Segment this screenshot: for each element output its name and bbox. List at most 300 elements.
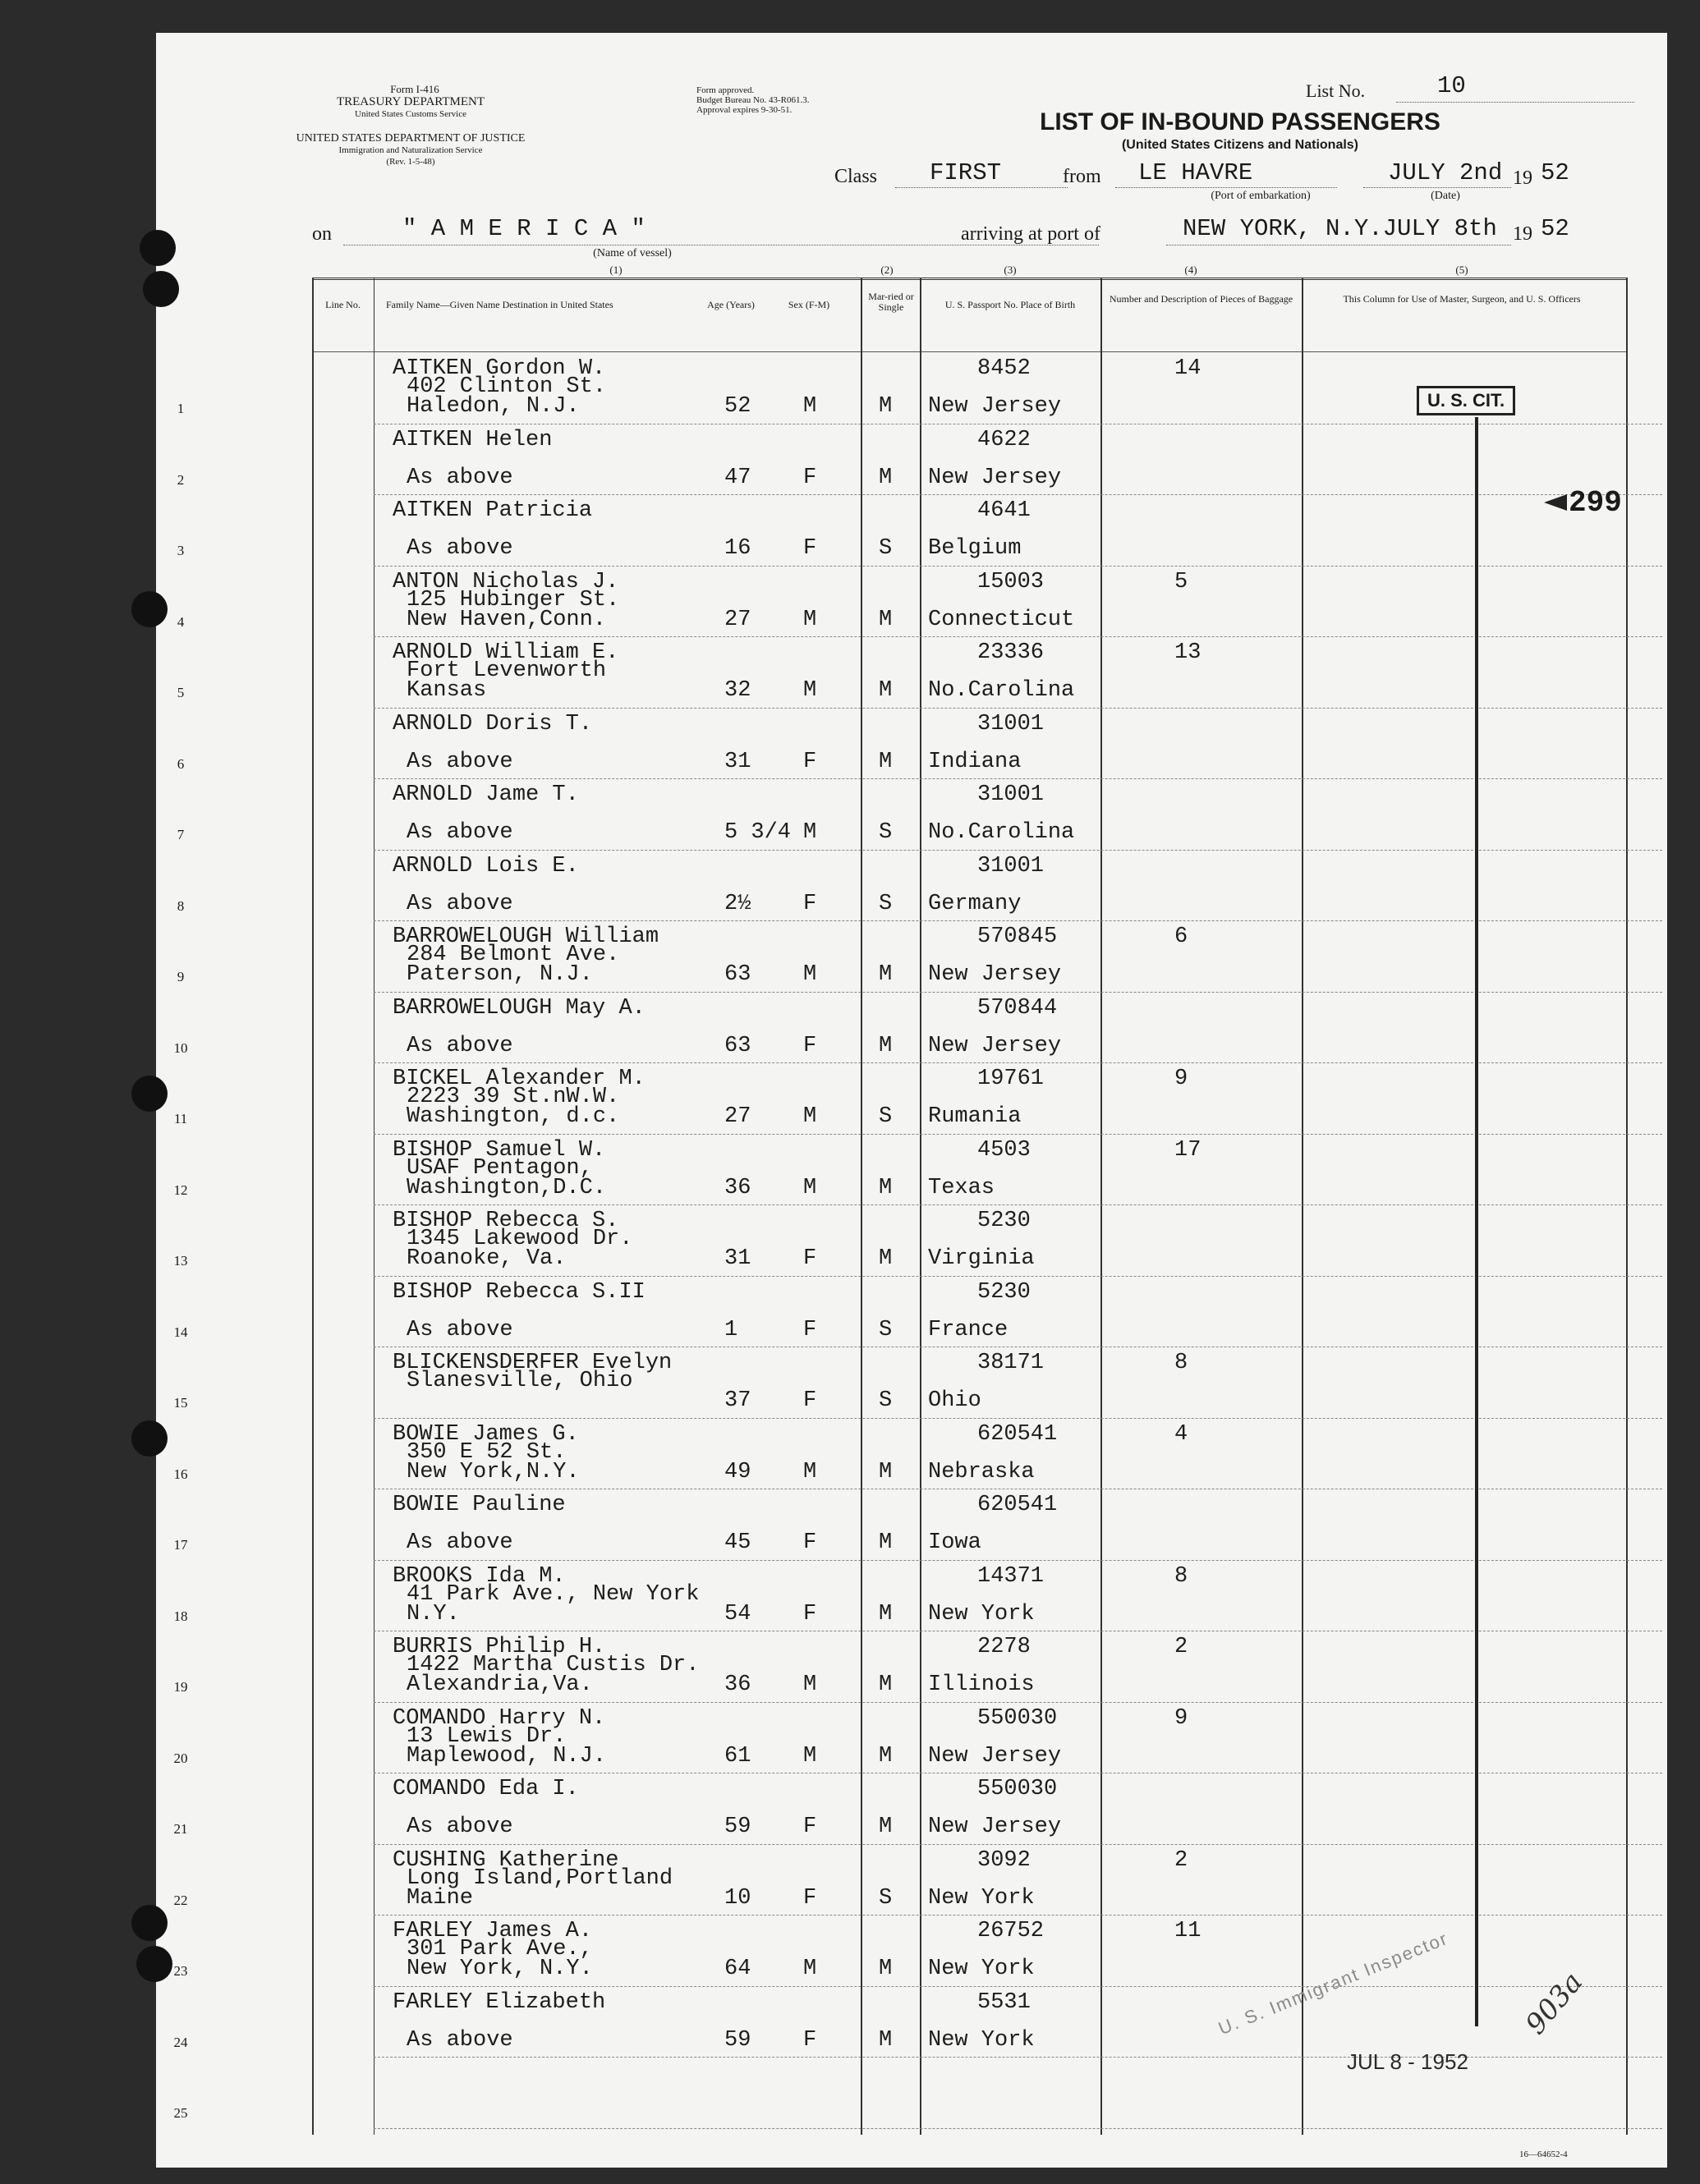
passenger-name: BARROWELOUGH May A. xyxy=(393,995,646,1021)
footer-code: 16—64652-4 xyxy=(1519,2150,1568,2159)
passenger-name: BOWIE Pauline xyxy=(393,1493,566,1517)
age-value: 27 xyxy=(724,1104,751,1129)
passport-number: 15003 xyxy=(977,569,1045,594)
age-value: 10 xyxy=(724,1885,751,1911)
marital-status: M xyxy=(879,962,893,987)
marital-status: S xyxy=(879,820,893,845)
departure-year: 52 xyxy=(1541,159,1569,186)
line-number: 12 xyxy=(173,1181,188,1198)
address-line-2: Haledon, N.J. xyxy=(407,394,580,419)
line-number: 4 xyxy=(177,613,185,630)
baggage-count: 8 xyxy=(1174,1351,1188,1375)
passport-number: 4641 xyxy=(977,498,1031,523)
line-number: 20 xyxy=(173,1750,188,1766)
col-head-married: Mar-ried or Single xyxy=(868,291,914,313)
line-number: 8 xyxy=(177,897,185,914)
passport-number: 19761 xyxy=(977,1067,1045,1091)
sex-value: M xyxy=(803,1743,817,1769)
col-head-age: Age (Years) xyxy=(707,299,755,310)
col-head-baggage: Number and Description of Pieces of Baggage xyxy=(1109,293,1293,305)
col-head-line: Line No. xyxy=(325,299,361,310)
line-number: 5 xyxy=(177,685,185,700)
table-row xyxy=(156,1347,1667,1419)
marital-status: S xyxy=(879,536,893,561)
baggage-count: 2 xyxy=(1174,1635,1188,1659)
class-line xyxy=(895,187,1068,188)
place-of-birth: New Jersey xyxy=(928,1743,1062,1769)
passport-number: 38171 xyxy=(977,1351,1045,1375)
age-value: 64 xyxy=(724,1957,751,1981)
passenger-name: BISHOP Samuel W. xyxy=(393,1137,606,1163)
age-value: 5 3/4 xyxy=(724,820,792,845)
table-row xyxy=(156,1205,1667,1277)
address-line-2: New Haven,Conn. xyxy=(407,607,607,632)
table-top-border xyxy=(312,278,1626,280)
line-number: 19 xyxy=(173,1679,188,1695)
address-line-1: 350 E 52 St. xyxy=(407,1439,567,1465)
age-value: 61 xyxy=(724,1743,751,1769)
passport-number: 5230 xyxy=(977,1209,1031,1233)
passenger-name: AITKEN Gordon W. xyxy=(393,356,606,381)
passport-number: 570845 xyxy=(977,925,1058,949)
passenger-count: 299 xyxy=(1569,486,1622,520)
line-number: 23 xyxy=(173,1963,188,1979)
table-row xyxy=(156,1419,1667,1490)
justice-dept: UNITED STATES DEPARTMENT OF JUSTICE xyxy=(296,132,526,145)
baggage-count: 8 xyxy=(1174,1563,1188,1589)
ins-service: Immigration and Naturalization Service xyxy=(338,145,483,155)
baggage-count: 4 xyxy=(1174,1421,1188,1447)
form-number: Form I-416 xyxy=(390,83,439,95)
officer-bracket-line xyxy=(1475,417,1478,2026)
address-line-1: 125 Hubinger St. xyxy=(407,587,620,613)
sex-value: M xyxy=(803,678,817,703)
inspector-stamp: U. S. Immigrant Inspector xyxy=(1215,1927,1451,2039)
place-of-birth: Indiana xyxy=(928,749,1022,774)
vessel-name: " A M E R I C A " xyxy=(402,215,646,242)
passport-number: 4503 xyxy=(977,1137,1031,1163)
sex-value: F xyxy=(803,1530,817,1555)
marital-status: S xyxy=(879,1885,893,1911)
col-head-officers: This Column for Use of Master, Surgeon, and U. S. Officers xyxy=(1343,293,1581,305)
marital-status: M xyxy=(879,607,893,632)
address-line-1: 1345 Lakewood Dr. xyxy=(407,1227,633,1251)
marital-status: M xyxy=(879,1601,893,1627)
baggage-count: 9 xyxy=(1174,1705,1188,1731)
passenger-name: BICKEL Alexander M. xyxy=(393,1067,646,1091)
passport-number: 23336 xyxy=(977,640,1045,665)
address-line-2: New York,N.Y. xyxy=(407,1459,580,1484)
marital-status: M xyxy=(879,1530,893,1555)
passenger-name: BROOKS Ida M. xyxy=(393,1563,566,1589)
table-row xyxy=(156,1631,1667,1703)
place-of-birth: Germany xyxy=(928,891,1022,916)
sex-value: M xyxy=(803,1175,817,1200)
on-label: on xyxy=(312,223,332,245)
passport-number: 8452 xyxy=(977,356,1031,381)
address-line-1: USAF Pentagon, xyxy=(407,1155,593,1181)
sex-value: F xyxy=(803,1246,817,1271)
passport-number: 550030 xyxy=(977,1705,1058,1731)
table-row xyxy=(156,637,1667,709)
place-of-birth: Iowa xyxy=(928,1530,981,1555)
marital-status: M xyxy=(879,1033,893,1058)
approval-line: Approval expires 9-30-51. xyxy=(696,105,793,115)
approval-line: Budget Bureau No. 43-R061.3. xyxy=(696,95,810,105)
address-line-2: Alexandria,Va. xyxy=(407,1672,593,1697)
address-line-2: As above xyxy=(407,1033,513,1058)
line-number: 22 xyxy=(173,1892,188,1908)
age-value: 31 xyxy=(724,1246,751,1271)
age-value: 54 xyxy=(724,1601,751,1627)
line-number: 24 xyxy=(173,2034,188,2050)
table-row xyxy=(156,921,1667,993)
sex-value: F xyxy=(803,1317,817,1342)
age-value: 49 xyxy=(724,1459,751,1484)
treasury-dept: TREASURY DEPARTMENT xyxy=(336,95,485,108)
passport-number: 31001 xyxy=(977,853,1045,879)
address-line-2: As above xyxy=(407,2027,513,2053)
marital-status: M xyxy=(879,1957,893,1981)
place-of-birth: Ohio xyxy=(928,1388,981,1413)
place-of-birth: Virginia xyxy=(928,1246,1035,1271)
age-value: 31 xyxy=(724,749,751,774)
sex-value: F xyxy=(803,1815,817,1839)
passenger-name: ARNOLD Jame T. xyxy=(393,782,579,807)
passenger-name: ARNOLD Lois E. xyxy=(393,853,579,879)
arrival-year-prefix: 19 xyxy=(1513,223,1532,245)
address-line-2: N.Y. xyxy=(407,1601,460,1627)
port-of-embarkation: LE HAVRE xyxy=(1138,159,1253,186)
class-label: Class xyxy=(834,166,878,187)
address-line-2: Washington,D.C. xyxy=(407,1175,607,1200)
count-arrow-icon xyxy=(1544,494,1567,511)
place-of-birth: New Jersey xyxy=(928,465,1062,490)
marital-status: S xyxy=(879,891,893,916)
table-row xyxy=(156,1703,1667,1774)
passport-number: 5230 xyxy=(977,1279,1031,1305)
passenger-name: BISHOP Rebecca S. xyxy=(393,1209,619,1233)
table-row xyxy=(156,1987,1667,2058)
sex-value: F xyxy=(803,536,817,561)
address-line-2: As above xyxy=(407,1317,513,1342)
age-value: 37 xyxy=(724,1388,751,1413)
address-line-2: As above xyxy=(407,1530,513,1555)
line-number: 15 xyxy=(173,1395,188,1411)
table-row xyxy=(156,709,1667,780)
line-number: 3 xyxy=(177,543,185,558)
embark-line xyxy=(1115,187,1337,188)
age-value: 45 xyxy=(724,1530,751,1555)
baggage-count: 6 xyxy=(1174,925,1188,949)
sex-value: F xyxy=(803,1601,817,1627)
marital-status: M xyxy=(879,1743,893,1769)
table-row xyxy=(156,1277,1667,1348)
approval-line: Form approved. xyxy=(696,85,755,95)
place-of-birth: New Jersey xyxy=(928,1815,1062,1839)
table-row xyxy=(156,1773,1667,1845)
table-row xyxy=(156,779,1667,851)
table-row xyxy=(156,1063,1667,1135)
address-line-1: 301 Park Ave., xyxy=(407,1937,593,1961)
table-row xyxy=(156,1135,1667,1206)
baggage-count: 11 xyxy=(1174,1919,1201,1943)
table-row xyxy=(156,424,1667,496)
passport-number: 14371 xyxy=(977,1563,1045,1589)
place-of-birth: New Jersey xyxy=(928,962,1062,987)
marital-status: M xyxy=(879,1175,893,1200)
line-number: 11 xyxy=(173,1111,188,1126)
marital-status: M xyxy=(879,749,893,774)
col-num: (1) xyxy=(609,264,623,276)
departure-date: JULY 2nd xyxy=(1388,159,1503,186)
marital-status: M xyxy=(879,1815,893,1839)
date-caption: (Date) xyxy=(1431,190,1460,202)
passport-number: 4622 xyxy=(977,427,1031,452)
marital-status: M xyxy=(879,1246,893,1271)
table-row xyxy=(156,851,1667,922)
passenger-name: BISHOP Rebecca S.II xyxy=(393,1279,646,1305)
table-row xyxy=(156,1489,1667,1561)
line-number: 10 xyxy=(173,1039,188,1056)
age-value: 27 xyxy=(724,607,751,632)
sex-value: F xyxy=(803,1885,817,1911)
marital-status: S xyxy=(879,1317,893,1342)
address-line-1: Slanesville, Ohio xyxy=(407,1369,633,1393)
age-value: 52 xyxy=(724,394,751,419)
baggage-count: 5 xyxy=(1174,569,1188,594)
age-value: 32 xyxy=(724,678,751,703)
place-of-birth: Texas xyxy=(928,1175,995,1200)
marital-status: S xyxy=(879,1104,893,1129)
passenger-name: AITKEN Patricia xyxy=(393,498,593,523)
address-line-2: Maplewood, N.J. xyxy=(407,1743,607,1769)
table-row xyxy=(156,993,1667,1064)
col-num: (3) xyxy=(1004,264,1017,276)
line-number: 13 xyxy=(173,1253,188,1269)
list-no-value: 10 xyxy=(1437,72,1466,99)
sex-value: M xyxy=(803,820,817,845)
place-of-birth: Rumania xyxy=(928,1104,1022,1129)
sex-value: M xyxy=(803,607,817,632)
revision: (Rev. 1-5-48) xyxy=(386,157,435,167)
form-title: LIST OF IN-BOUND PASSENGERS xyxy=(1040,108,1440,135)
class-value: FIRST xyxy=(930,159,1002,186)
passenger-name: ARNOLD Doris T. xyxy=(393,711,593,736)
age-value: 1 xyxy=(724,1317,738,1342)
passenger-name: ARNOLD William E. xyxy=(393,640,619,665)
baggage-count: 9 xyxy=(1174,1067,1188,1091)
marital-status: M xyxy=(879,1459,893,1484)
date-line xyxy=(1363,187,1511,188)
age-value: 63 xyxy=(724,962,751,987)
place-of-birth: New York xyxy=(928,2027,1035,2053)
vessel-caption: (Name of vessel) xyxy=(593,247,672,259)
passport-number: 620541 xyxy=(977,1421,1058,1447)
place-of-birth: New York xyxy=(928,1957,1035,1981)
age-value: 59 xyxy=(724,2027,751,2053)
inspector-date-stamp: JUL 8 - 1952 xyxy=(1347,2049,1468,2074)
col-num: (2) xyxy=(880,264,894,276)
col-head-name: Family Name—Given Name Destination in United States xyxy=(386,299,613,310)
passenger-name: BOWIE James G. xyxy=(393,1421,579,1447)
sex-value: M xyxy=(803,394,817,419)
place-of-birth: No.Carolina xyxy=(928,678,1075,703)
punch-hole xyxy=(143,271,179,307)
sex-value: F xyxy=(803,749,817,774)
passport-number: 26752 xyxy=(977,1919,1045,1943)
passenger-name: COMANDO Eda I. xyxy=(393,1777,579,1801)
address-line-2: As above xyxy=(407,820,513,845)
inspector-initials: 903a xyxy=(1519,1966,1590,2041)
place-of-birth: No.Carolina xyxy=(928,820,1075,845)
marital-status: M xyxy=(879,394,893,419)
col-head-passport: U. S. Passport No. Place of Birth xyxy=(944,299,1076,310)
sex-value: M xyxy=(803,1957,817,1981)
table-row xyxy=(156,1561,1667,1632)
form-subtitle: (United States Citizens and Nationals) xyxy=(1121,138,1359,152)
line-number: 25 xyxy=(173,2105,188,2121)
year-prefix: 19 xyxy=(1513,167,1532,189)
line-number: 16 xyxy=(173,1466,188,1482)
age-value: 36 xyxy=(724,1175,751,1200)
passenger-name: COMANDO Harry N. xyxy=(393,1705,606,1731)
marital-status: M xyxy=(879,465,893,490)
address-line-1: 13 Lewis Dr. xyxy=(407,1723,567,1749)
passenger-name: AITKEN Helen xyxy=(393,427,553,452)
arrival-port: NEW YORK, N.Y.JULY 8th xyxy=(1183,215,1497,242)
line-number: 21 xyxy=(173,1821,188,1837)
baggage-count: 17 xyxy=(1174,1137,1201,1163)
sex-value: F xyxy=(803,465,817,490)
passport-number: 31001 xyxy=(977,782,1045,807)
col-num: (5) xyxy=(1455,264,1468,276)
passenger-name: FARLEY Elizabeth xyxy=(393,1989,606,2015)
address-line-1: 284 Belmont Ave. xyxy=(407,943,620,967)
place-of-birth: New York xyxy=(928,1601,1035,1627)
age-value: 16 xyxy=(724,536,751,561)
arriving-label: arriving at port of xyxy=(961,223,1100,245)
passenger-name: CUSHING Katherine xyxy=(393,1847,619,1873)
address-line-2: Roanoke, Va. xyxy=(407,1246,567,1271)
marital-status: M xyxy=(879,2027,893,2053)
col-num: (4) xyxy=(1184,264,1197,276)
place-of-birth: Belgium xyxy=(928,536,1022,561)
table-row xyxy=(156,1845,1667,1916)
line-number: 7 xyxy=(177,827,185,842)
address-line-1: Fort Levenworth xyxy=(407,658,607,683)
age-value: 2½ xyxy=(724,891,751,916)
address-line-2: As above xyxy=(407,465,513,490)
age-value: 63 xyxy=(724,1033,751,1058)
line-number: 2 xyxy=(177,471,185,488)
sex-value: F xyxy=(803,1033,817,1058)
place-of-birth: New York xyxy=(928,1885,1035,1911)
line-number: 9 xyxy=(177,969,185,984)
address-line-2: Kansas xyxy=(407,678,487,703)
marital-status: S xyxy=(879,1388,893,1413)
address-line-2: Washington, d.c. xyxy=(407,1104,620,1129)
sex-value: F xyxy=(803,891,817,916)
age-value: 59 xyxy=(724,1815,751,1839)
table-row xyxy=(156,567,1667,638)
address-line-1: 2223 39 St.nW.W. xyxy=(407,1085,620,1109)
age-value: 47 xyxy=(724,465,751,490)
sex-value: M xyxy=(803,1672,817,1697)
baggage-count: 13 xyxy=(1174,640,1201,665)
passport-number: 550030 xyxy=(977,1777,1058,1801)
passenger-name: ANTON Nicholas J. xyxy=(393,569,619,594)
address-line-2: New York, N.Y. xyxy=(407,1957,593,1981)
from-label: from xyxy=(1063,166,1101,187)
line-number: 6 xyxy=(177,755,185,772)
passport-number: 5531 xyxy=(977,1989,1031,2015)
row-separator xyxy=(374,2128,1662,2129)
address-line-2: As above xyxy=(407,1815,513,1839)
arrival-year: 52 xyxy=(1541,215,1569,242)
address-line-2: As above xyxy=(407,749,513,774)
us-citizen-stamp: U. S. CIT. xyxy=(1417,386,1515,415)
place-of-birth: New Jersey xyxy=(928,394,1062,419)
punch-hole xyxy=(140,230,176,266)
sex-value: M xyxy=(803,1104,817,1129)
line-number: 17 xyxy=(173,1537,188,1553)
line-number: 18 xyxy=(173,1608,188,1624)
age-value: 36 xyxy=(724,1672,751,1697)
line-number: 1 xyxy=(177,401,185,416)
baggage-count: 2 xyxy=(1174,1847,1188,1873)
line-number: 14 xyxy=(173,1324,188,1340)
address-line-1: 402 Clinton St. xyxy=(407,374,607,399)
table-row xyxy=(156,495,1667,567)
sex-value: F xyxy=(803,2027,817,2053)
col-head-sex: Sex (F-M) xyxy=(788,299,830,310)
address-line-1: 1422 Martha Custis Dr. xyxy=(407,1653,700,1677)
address-line-2: As above xyxy=(407,536,513,561)
address-line-2: Maine xyxy=(407,1885,474,1911)
passenger-name: BLICKENSDERFER Evelyn xyxy=(393,1351,673,1375)
place-of-birth: New Jersey xyxy=(928,1033,1062,1058)
passport-number: 570844 xyxy=(977,995,1058,1021)
passport-number: 3092 xyxy=(977,1847,1031,1873)
manifest-sheet xyxy=(156,33,1667,2168)
address-line-2: Paterson, N.J. xyxy=(407,962,593,987)
marital-status: M xyxy=(879,678,893,703)
place-of-birth: France xyxy=(928,1317,1009,1342)
place-of-birth: Illinois xyxy=(928,1672,1035,1697)
address-line-1: 41 Park Ave., New York xyxy=(407,1581,700,1607)
baggage-count: 14 xyxy=(1174,356,1201,381)
passport-number: 2278 xyxy=(977,1635,1031,1659)
passport-number: 620541 xyxy=(977,1493,1058,1517)
list-no-label: List No. xyxy=(1306,80,1366,101)
sex-value: M xyxy=(803,1459,817,1484)
header-bottom-border xyxy=(312,351,1626,352)
place-of-birth: Connecticut xyxy=(928,607,1075,632)
passenger-name: FARLEY James A. xyxy=(393,1919,593,1943)
passenger-name: BARROWELOUGH William xyxy=(393,925,659,949)
passport-number: 31001 xyxy=(977,711,1045,736)
place-of-birth: Nebraska xyxy=(928,1459,1035,1484)
marital-status: M xyxy=(879,1672,893,1697)
passenger-name: BURRIS Philip H. xyxy=(393,1635,606,1659)
sex-value: M xyxy=(803,962,817,987)
passenger-table xyxy=(156,353,1667,2135)
address-line-2: As above xyxy=(407,891,513,916)
customs-service: United States Customs Service xyxy=(355,109,466,119)
embark-caption: (Port of embarkation) xyxy=(1211,190,1311,202)
sex-value: F xyxy=(803,1388,817,1413)
